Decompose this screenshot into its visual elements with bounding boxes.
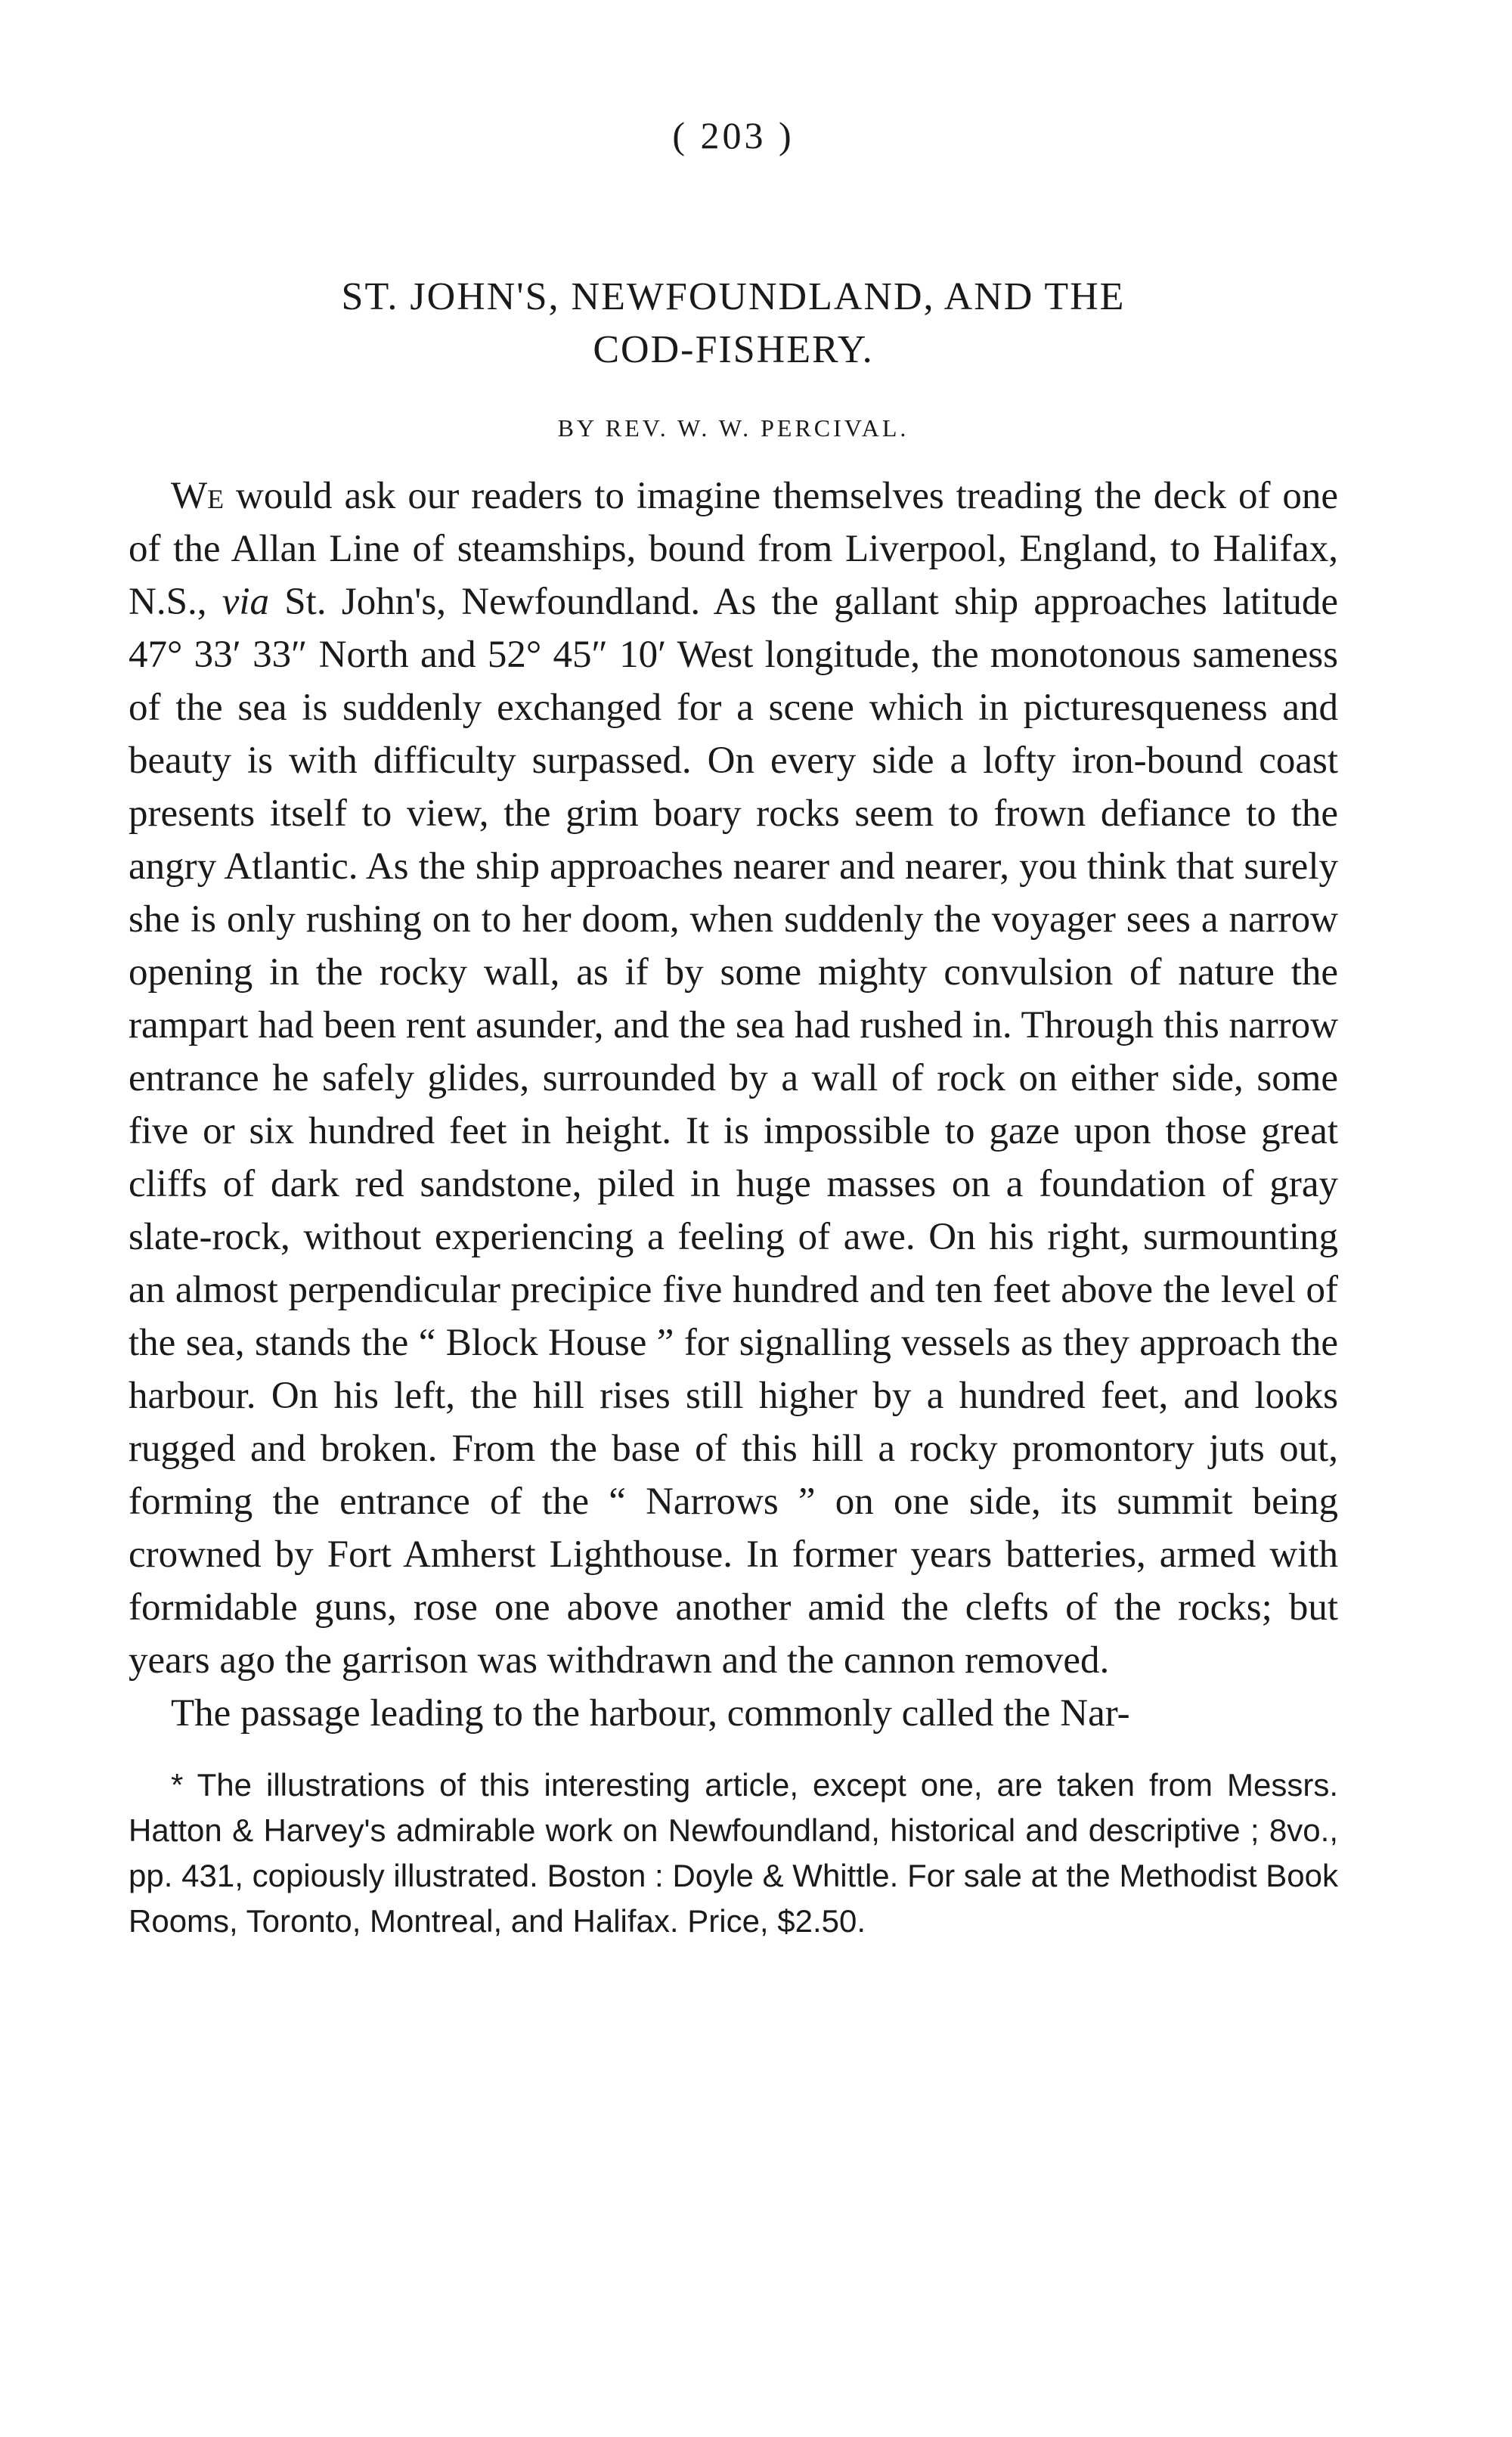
paragraph-1-via: via (222, 581, 270, 623)
title-line-2: COD-FISHERY. (593, 328, 874, 371)
paragraph-lead: We (171, 475, 225, 517)
paragraph-1-text-b: St. John's, Newfoundland. As the gallant ship approaches latitude 47° 33′ 33″ North and 52° 45″ 10′ West longitude, the monotonous sameness of the sea is suddenly exchanged for a scene which in picturesqueness and beauty is with difficulty surpassed. On every side a lofty iron-bound coast presents itself to view, the grim boary rocks seem to frown defiance to the angry Atlantic. As the ship approaches nearer and nearer, you think that surely she is only rushing on to her doom, when suddenly the voyager sees a narrow opening in the rocky wall, as if by some mighty convulsion of nature the rampart had been rent asunder, and the sea had rushed in. Through this narrow entrance he safely glides, surrounded by a wall of rock on either side, some five or six hundred feet in height. It is impossible to gaze upon those great cliffs of dark red sandstone, piled in huge masses on a foundation of gray slate-rock, without experiencing a feeling of awe. On his right, surmounting an almost perpendicular precipice five hundred and ten feet above the level of the sea, stands the “ Block House ” for signalling vessels as they approach the harbour. On his left, the hill rises still higher by a hundred feet, and looks rugged and broken. From the base of this hill a rocky promontory juts out, forming the entrance of the “ Narrows ” on one side, its summit being crowned by Fort Amherst Lighthouse. In former years batteries, armed with formidable guns, rose one above another amid the clefts of the rocks; but years ago the garrison was withdrawn and the cannon removed. (129, 581, 1338, 1682)
page (129, 113, 1338, 1944)
page-number: ( 203 ) (672, 114, 795, 157)
footnote: * The illustrations of this interesting article, except one, are taken from Messrs. Hatton & Harvey's admirable work on Newfoundland, historical and descriptive ; 8vo., pp. 431, copiously illustrated. Boston : Doyle & Whittle. For sale at the Methodist Book Rooms, Toronto, Montreal, and Halifax. Price, $2.50. (129, 1767, 1338, 1939)
author-byline: BY REV. W. W. PERCIVAL. (557, 414, 909, 442)
article-title (129, 271, 1338, 377)
paragraph-1-text-a: would ask our readers to imagine themselves treading the deck of one of the Allan Line of steamships, bound from Liverpool, England, to Halifax, N.S., (129, 475, 1338, 623)
title-line-1: ST. JOHN'S, NEWFOUNDLAND, AND THE (341, 275, 1126, 318)
paragraph-1 (129, 470, 1338, 1687)
paragraph-2: The passage leading to the harbour, commonly called the Nar- (171, 1692, 1130, 1735)
article-body (129, 470, 1338, 1740)
